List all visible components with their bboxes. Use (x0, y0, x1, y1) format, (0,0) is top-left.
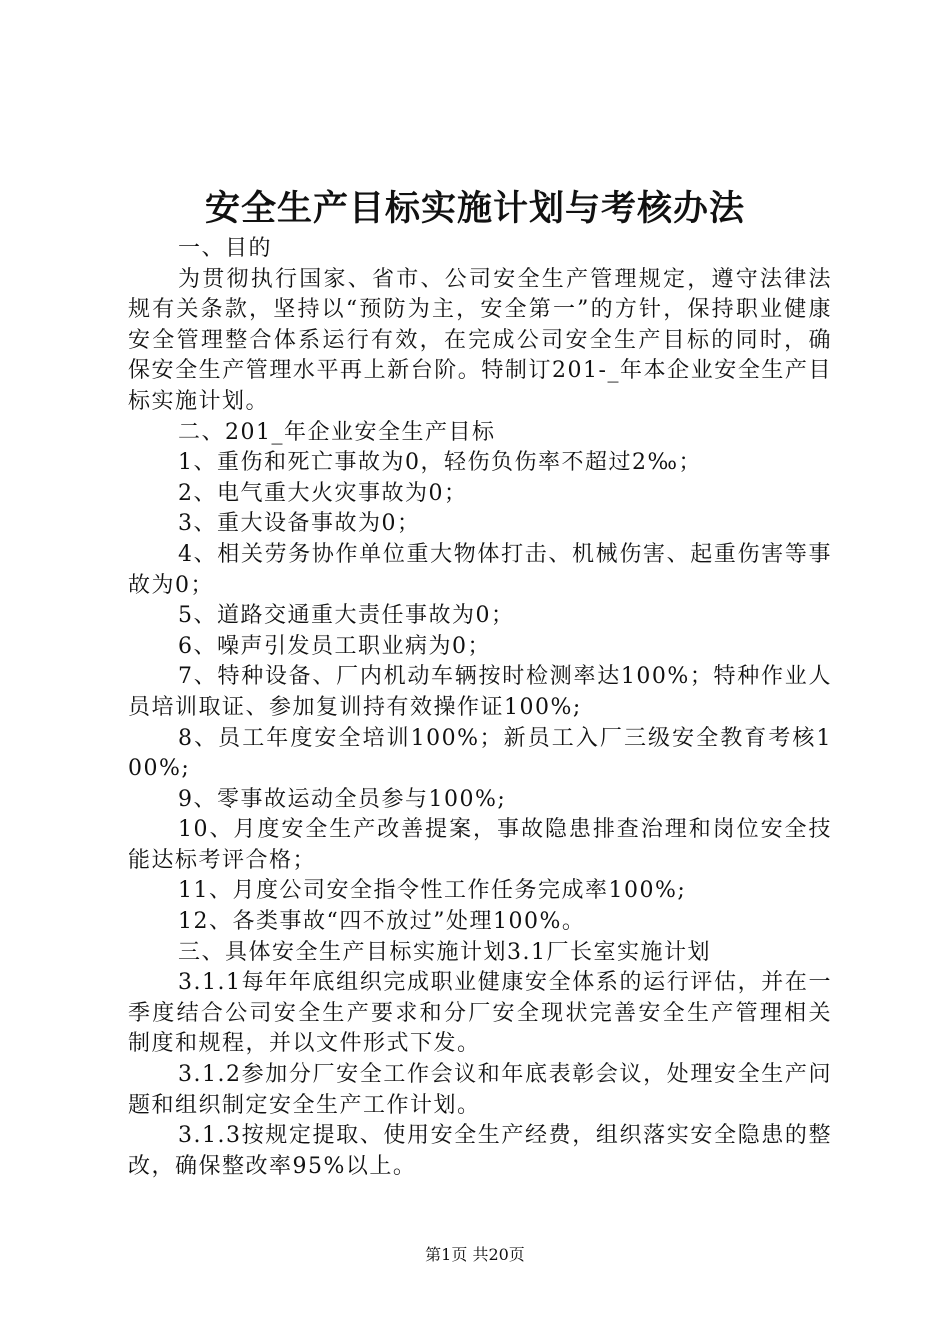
paragraph: 12、各类事故“四不放过”处理100%。 (178, 909, 586, 935)
paragraph: 3.1.2参加分厂安全工作会议和年底表彰会议，处理安全生产问题和组织制定安全生产工作计划。 (128, 1062, 832, 1118)
paragraph: 2、电气重大火灾事故为0； (178, 480, 468, 506)
paragraph: 8、员工年度安全培训100%；新员工入厂三级安全教育考核100%; (128, 725, 832, 782)
page-number-footer: 第1页 共20页 (425, 1245, 525, 1264)
paragraph: 7、特种设备、厂内机动车辆按时检测率达100%；特种作业人员培训取证、参加复训持有效操作证100%; (128, 664, 832, 720)
paragraph: 11、月度公司安全指令性工作任务完成率100%; (178, 878, 687, 904)
document-title: 安全生产目标实施计划与考核办法 (204, 188, 745, 229)
paragraph: 为贯彻执行国家、省市、公司安全生产管理规定，遵守法律法规有关条款，坚持以“预防为主，安全第一”的方针，保持职业健康安全管理整合体系运行有效，在完成公司安全生产目标的同时，确保安全生产管理水平再上新台阶。特制订201-_年本企业安全生产目标实施计划。 (128, 266, 832, 414)
paragraph: 4、相关劳务协作单位重大物体打击、机械伤害、起重伤害等事故为0； (128, 541, 832, 598)
paragraph: 3.1.3按规定提取、使用安全生产经费，组织落实安全隐患的整改，确保整改率95%以上。 (128, 1123, 832, 1179)
paragraph: 5、道路交通重大责任事故为0； (178, 603, 515, 629)
paragraph: 6、噪声引发员工职业病为0； (178, 633, 491, 659)
paragraph: 三、具体安全生产目标实施计划3.1厂长室实施计划 (178, 939, 711, 965)
paragraph: 一、目的 (178, 236, 273, 261)
paragraph: 3.1.1每年年底组织完成职业健康安全体系的运行评估，并在一季度结合公司安全生产要求和分厂安全现状完善安全生产管理相关制度和规程，并以文件形式下发。 (128, 970, 832, 1057)
paragraph: 1、重伤和死亡事故为0，轻伤负伤率不超过2‰； (178, 450, 703, 476)
paragraph: 二、201_年企业安全生产目标 (178, 419, 496, 445)
paragraph: 9、零事故运动全员参与100%; (178, 786, 507, 812)
paragraph: 3、重大设备事故为0； (178, 511, 421, 537)
document-body (128, 234, 832, 1182)
paragraph: 10、月度安全生产改善提案，事故隐患排查治理和岗位安全技能达标考评合格； (128, 817, 832, 873)
